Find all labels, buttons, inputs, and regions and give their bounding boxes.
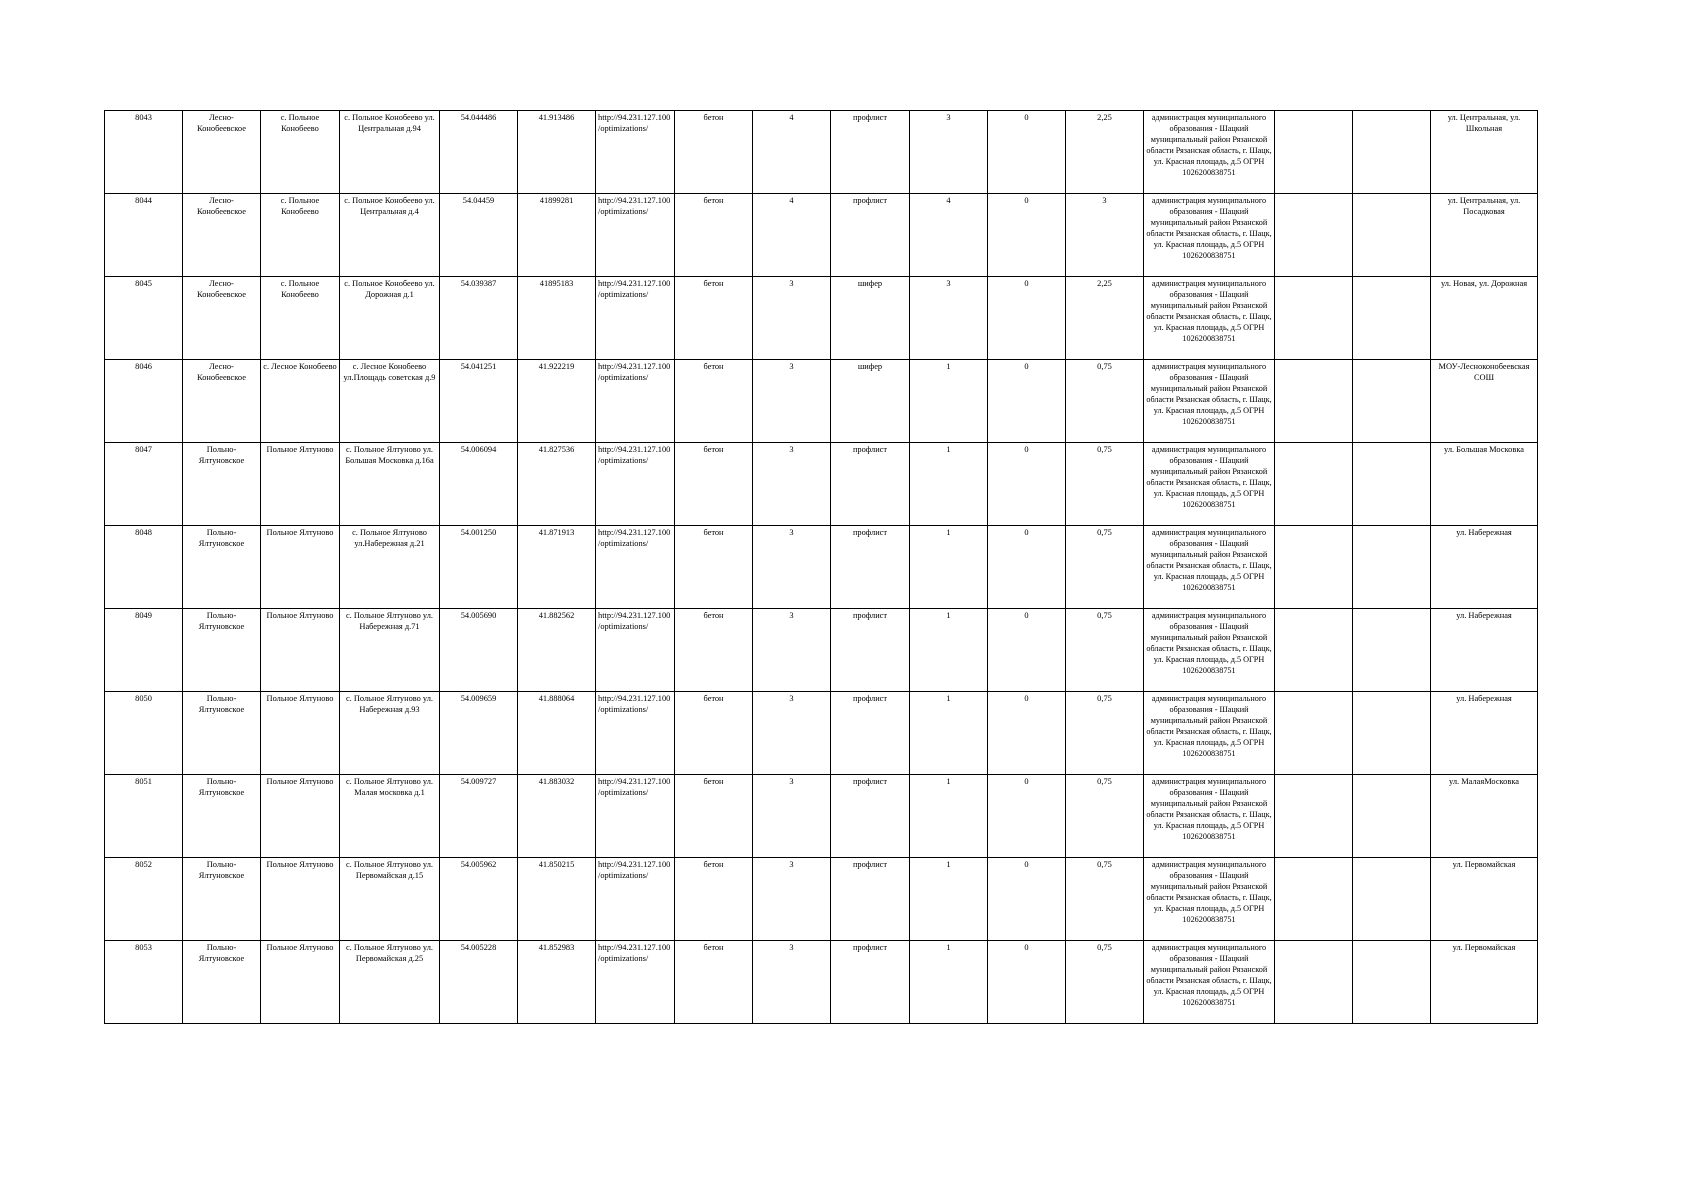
cell-additional-count: 0 — [988, 692, 1066, 775]
cell-fence-material: профлист — [831, 111, 910, 194]
cell-planned-count: 3 — [910, 111, 988, 194]
cell-empty — [1353, 277, 1431, 360]
cell-locality: с. Лесное Конобеево — [261, 360, 340, 443]
cell-address: с. Польное Конобеево ул. Центральная д.4 — [340, 194, 440, 277]
cell-volume: 0,75 — [1066, 692, 1144, 775]
cell-latitude: 54.041251 — [440, 360, 518, 443]
cell-latitude: 54.005962 — [440, 858, 518, 941]
cell-surface-type: бетон — [675, 111, 753, 194]
cell-waste-sources: ул. Набережная — [1431, 692, 1538, 775]
table-row — [105, 526, 1538, 609]
cell-settlement: Лесно-Конобеевское — [183, 111, 261, 194]
cell-id: 8053 — [105, 941, 183, 1024]
cell-fence-material: шифер — [831, 277, 910, 360]
cell-address: с. Лесное Конобеево ул.Площадь советская д.9 — [340, 360, 440, 443]
cell-empty — [1353, 526, 1431, 609]
cell-map-link[interactable]: http://94.231.127.100/optimizations/ — [596, 111, 675, 194]
cell-address: с. Польное Ялтуново ул. Набережная д.71 — [340, 609, 440, 692]
cell-map-link[interactable]: http://94.231.127.100/optimizations/ — [596, 609, 675, 692]
cell-fence-material: профлист — [831, 194, 910, 277]
cell-locality: Польное Ялтуново — [261, 443, 340, 526]
cell-address: с. Польное Ялтуново ул. Набережная д.93 — [340, 692, 440, 775]
cell-empty — [1353, 941, 1431, 1024]
cell-waste-sources: ул. Центральная, ул. Школьная — [1431, 111, 1538, 194]
table-row — [105, 941, 1538, 1024]
cell-locality: Польное Ялтуново — [261, 775, 340, 858]
cell-surface-type: бетон — [675, 609, 753, 692]
cell-planned-count: 1 — [910, 692, 988, 775]
cell-empty — [1353, 609, 1431, 692]
cell-additional-count: 0 — [988, 858, 1066, 941]
cell-waste-sources: ул. Набережная — [1431, 526, 1538, 609]
cell-surface-type: бетон — [675, 360, 753, 443]
table-row — [105, 277, 1538, 360]
cell-container-count: 3 — [753, 277, 831, 360]
cell-settlement: Польно-Ялтуновское — [183, 941, 261, 1024]
cell-waste-sources: ул. Центральная, ул. Посадковая — [1431, 194, 1538, 277]
cell-empty — [1275, 111, 1353, 194]
cell-longitude: 41895183 — [518, 277, 596, 360]
cell-latitude: 54.009659 — [440, 692, 518, 775]
cell-locality: с. Польное Конобеево — [261, 111, 340, 194]
cell-longitude: 41.913486 — [518, 111, 596, 194]
cell-empty — [1353, 443, 1431, 526]
cell-container-count: 4 — [753, 111, 831, 194]
cell-waste-sources: ул. Набережная — [1431, 609, 1538, 692]
cell-map-link[interactable]: http://94.231.127.100/optimizations/ — [596, 692, 675, 775]
cell-locality: с. Польное Конобеево — [261, 194, 340, 277]
registry-table — [104, 110, 1538, 1024]
cell-planned-count: 1 — [910, 443, 988, 526]
cell-additional-count: 0 — [988, 277, 1066, 360]
cell-empty — [1275, 941, 1353, 1024]
cell-additional-count: 0 — [988, 111, 1066, 194]
cell-locality: Польное Ялтуново — [261, 609, 340, 692]
cell-empty — [1275, 194, 1353, 277]
cell-owner: администрация муниципального образования - Шацкий муниципальный район Рязанской области Рязанская область, г. Шацк, ул. Красная площадь, д.5 ОГРН 1026200838751 — [1144, 692, 1275, 775]
cell-settlement: Польно-Ялтуновское — [183, 609, 261, 692]
cell-owner: администрация муниципального образования - Шацкий муниципальный район Рязанской области Рязанская область, г. Шацк, ул. Красная площадь, д.5 ОГРН 1026200838751 — [1144, 443, 1275, 526]
cell-empty — [1275, 609, 1353, 692]
cell-volume: 2,25 — [1066, 277, 1144, 360]
cell-volume: 2,25 — [1066, 111, 1144, 194]
cell-id: 8044 — [105, 194, 183, 277]
cell-waste-sources: ул. Большая Московка — [1431, 443, 1538, 526]
cell-locality: Польное Ялтуново — [261, 858, 340, 941]
cell-map-link[interactable]: http://94.231.127.100/optimizations/ — [596, 526, 675, 609]
cell-additional-count: 0 — [988, 360, 1066, 443]
table-row — [105, 194, 1538, 277]
cell-owner: администрация муниципального образования - Шацкий муниципальный район Рязанской области Рязанская область, г. Шацк, ул. Красная площадь, д.5 ОГРН 1026200838751 — [1144, 194, 1275, 277]
cell-additional-count: 0 — [988, 443, 1066, 526]
cell-settlement: Польно-Ялтуновское — [183, 858, 261, 941]
cell-latitude: 54.001250 — [440, 526, 518, 609]
cell-map-link[interactable]: http://94.231.127.100/optimizations/ — [596, 775, 675, 858]
cell-waste-sources: ул. МалаяМосковка — [1431, 775, 1538, 858]
cell-settlement: Лесно-Конобеевское — [183, 360, 261, 443]
cell-container-count: 3 — [753, 526, 831, 609]
cell-empty — [1353, 858, 1431, 941]
cell-latitude: 54.005228 — [440, 941, 518, 1024]
table-body — [105, 111, 1538, 1024]
cell-surface-type: бетон — [675, 277, 753, 360]
cell-map-link[interactable]: http://94.231.127.100/optimizations/ — [596, 277, 675, 360]
cell-volume: 3 — [1066, 194, 1144, 277]
cell-address: с. Польное Ялтуново ул. Первомайская д.15 — [340, 858, 440, 941]
cell-volume: 0,75 — [1066, 360, 1144, 443]
cell-address: с. Польное Конобеево ул. Центральная д.94 — [340, 111, 440, 194]
cell-planned-count: 1 — [910, 858, 988, 941]
cell-additional-count: 0 — [988, 526, 1066, 609]
table-row — [105, 609, 1538, 692]
cell-latitude: 54.005690 — [440, 609, 518, 692]
table-row — [105, 692, 1538, 775]
cell-waste-sources: ул. Первомайская — [1431, 858, 1538, 941]
cell-fence-material: профлист — [831, 941, 910, 1024]
cell-latitude: 54.006094 — [440, 443, 518, 526]
cell-additional-count: 0 — [988, 609, 1066, 692]
cell-address: с. Польное Ялтуново ул. Малая московка д.1 — [340, 775, 440, 858]
cell-waste-sources: МОУ-Лесноконобеевская СОШ — [1431, 360, 1538, 443]
cell-empty — [1275, 526, 1353, 609]
cell-longitude: 41.827536 — [518, 443, 596, 526]
cell-surface-type: бетон — [675, 692, 753, 775]
cell-latitude: 54.039387 — [440, 277, 518, 360]
cell-container-count: 4 — [753, 194, 831, 277]
cell-owner: администрация муниципального образования - Шацкий муниципальный район Рязанской области Рязанская область, г. Шацк, ул. Красная площадь, д.5 ОГРН 1026200838751 — [1144, 609, 1275, 692]
cell-fence-material: профлист — [831, 609, 910, 692]
cell-settlement: Лесно-Конобеевское — [183, 194, 261, 277]
cell-locality: Польное Ялтуново — [261, 692, 340, 775]
cell-locality: Польное Ялтуново — [261, 526, 340, 609]
cell-address: с. Польное Ялтуново ул. Большая Московка д.16а — [340, 443, 440, 526]
cell-volume: 0,75 — [1066, 941, 1144, 1024]
cell-empty — [1353, 775, 1431, 858]
cell-map-link[interactable]: http://94.231.127.100/optimizations/ — [596, 443, 675, 526]
cell-settlement: Польно-Ялтуновское — [183, 526, 261, 609]
table-row — [105, 111, 1538, 194]
table-row — [105, 858, 1538, 941]
cell-empty — [1275, 360, 1353, 443]
cell-container-count: 3 — [753, 858, 831, 941]
cell-planned-count: 1 — [910, 609, 988, 692]
table-row — [105, 775, 1538, 858]
cell-planned-count: 3 — [910, 277, 988, 360]
cell-waste-sources: ул. Первомайская — [1431, 941, 1538, 1024]
cell-id: 8043 — [105, 111, 183, 194]
cell-container-count: 3 — [753, 443, 831, 526]
cell-id: 8045 — [105, 277, 183, 360]
cell-settlement: Лесно-Конобеевское — [183, 277, 261, 360]
cell-surface-type: бетон — [675, 526, 753, 609]
cell-volume: 0,75 — [1066, 775, 1144, 858]
cell-owner: администрация муниципального образования - Шацкий муниципальный район Рязанской области Рязанская область, г. Шацк, ул. Красная площадь, д.5 ОГРН 1026200838751 — [1144, 360, 1275, 443]
cell-container-count: 3 — [753, 609, 831, 692]
cell-longitude: 41.852983 — [518, 941, 596, 1024]
cell-latitude: 54.009727 — [440, 775, 518, 858]
cell-id: 8052 — [105, 858, 183, 941]
cell-empty — [1353, 360, 1431, 443]
cell-empty — [1275, 858, 1353, 941]
cell-address: с. Польное Ялтуново ул.Набережная д.21 — [340, 526, 440, 609]
cell-planned-count: 4 — [910, 194, 988, 277]
cell-empty — [1275, 443, 1353, 526]
cell-empty — [1353, 111, 1431, 194]
cell-volume: 0,75 — [1066, 609, 1144, 692]
cell-planned-count: 1 — [910, 775, 988, 858]
cell-owner: администрация муниципального образования - Шацкий муниципальный район Рязанской области Рязанская область, г. Шацк, ул. Красная площадь, д.5 ОГРН 1026200838751 — [1144, 775, 1275, 858]
cell-volume: 0,75 — [1066, 443, 1144, 526]
cell-owner: администрация муниципального образования - Шацкий муниципальный район Рязанской области Рязанская область, г. Шацк, ул. Красная площадь, д.5 ОГРН 1026200838751 — [1144, 526, 1275, 609]
cell-latitude: 54.04459 — [440, 194, 518, 277]
cell-map-link[interactable]: http://94.231.127.100/optimizations/ — [596, 858, 675, 941]
cell-longitude: 41.883032 — [518, 775, 596, 858]
cell-empty — [1275, 277, 1353, 360]
cell-longitude: 41.888064 — [518, 692, 596, 775]
cell-longitude: 41.850215 — [518, 858, 596, 941]
cell-id: 8050 — [105, 692, 183, 775]
table-row — [105, 443, 1538, 526]
cell-locality: с. Польное Конобеево — [261, 277, 340, 360]
cell-empty — [1353, 692, 1431, 775]
cell-fence-material: профлист — [831, 443, 910, 526]
cell-surface-type: бетон — [675, 443, 753, 526]
cell-map-link[interactable]: http://94.231.127.100/optimizations/ — [596, 941, 675, 1024]
cell-longitude: 41.882562 — [518, 609, 596, 692]
cell-container-count: 3 — [753, 775, 831, 858]
cell-empty — [1353, 194, 1431, 277]
cell-additional-count: 0 — [988, 775, 1066, 858]
cell-fence-material: профлист — [831, 775, 910, 858]
cell-id: 8046 — [105, 360, 183, 443]
cell-settlement: Польно-Ялтуновское — [183, 692, 261, 775]
cell-surface-type: бетон — [675, 941, 753, 1024]
cell-owner: администрация муниципального образования - Шацкий муниципальный район Рязанской области Рязанская область, г. Шацк, ул. Красная площадь, д.5 ОГРН 1026200838751 — [1144, 111, 1275, 194]
cell-longitude: 41.871913 — [518, 526, 596, 609]
cell-planned-count: 1 — [910, 941, 988, 1024]
cell-settlement: Польно-Ялтуновское — [183, 443, 261, 526]
cell-settlement: Польно-Ялтуновское — [183, 775, 261, 858]
cell-id: 8048 — [105, 526, 183, 609]
cell-fence-material: шифер — [831, 360, 910, 443]
cell-surface-type: бетон — [675, 775, 753, 858]
cell-volume: 0,75 — [1066, 526, 1144, 609]
cell-volume: 0,75 — [1066, 858, 1144, 941]
cell-additional-count: 0 — [988, 194, 1066, 277]
cell-locality: Польное Ялтуново — [261, 941, 340, 1024]
cell-map-link[interactable]: http://94.231.127.100/optimizations/ — [596, 360, 675, 443]
cell-empty — [1275, 775, 1353, 858]
cell-container-count: 3 — [753, 941, 831, 1024]
cell-id: 8049 — [105, 609, 183, 692]
cell-owner: администрация муниципального образования - Шацкий муниципальный район Рязанской области Рязанская область, г. Шацк, ул. Красная площадь, д.5 ОГРН 1026200838751 — [1144, 858, 1275, 941]
cell-owner: администрация муниципального образования - Шацкий муниципальный район Рязанской области Рязанская область, г. Шацк, ул. Красная площадь, д.5 ОГРН 1026200838751 — [1144, 941, 1275, 1024]
cell-empty — [1275, 692, 1353, 775]
cell-planned-count: 1 — [910, 526, 988, 609]
table-row — [105, 360, 1538, 443]
cell-id: 8051 — [105, 775, 183, 858]
cell-surface-type: бетон — [675, 194, 753, 277]
cell-latitude: 54.044486 — [440, 111, 518, 194]
cell-container-count: 3 — [753, 360, 831, 443]
cell-address: с. Польное Конобеево ул. Дорожная д.1 — [340, 277, 440, 360]
cell-fence-material: профлист — [831, 526, 910, 609]
cell-map-link[interactable]: http://94.231.127.100/optimizations/ — [596, 194, 675, 277]
cell-address: с. Польное Ялтуново ул. Первомайская д.25 — [340, 941, 440, 1024]
cell-waste-sources: ул. Новая, ул. Дорожная — [1431, 277, 1538, 360]
cell-longitude: 41899281 — [518, 194, 596, 277]
cell-surface-type: бетон — [675, 858, 753, 941]
cell-planned-count: 1 — [910, 360, 988, 443]
cell-owner: администрация муниципального образования - Шацкий муниципальный район Рязанской области Рязанская область, г. Шацк, ул. Красная площадь, д.5 ОГРН 1026200838751 — [1144, 277, 1275, 360]
cell-id: 8047 — [105, 443, 183, 526]
cell-longitude: 41.922219 — [518, 360, 596, 443]
cell-fence-material: профлист — [831, 692, 910, 775]
cell-container-count: 3 — [753, 692, 831, 775]
cell-additional-count: 0 — [988, 941, 1066, 1024]
cell-fence-material: профлист — [831, 858, 910, 941]
